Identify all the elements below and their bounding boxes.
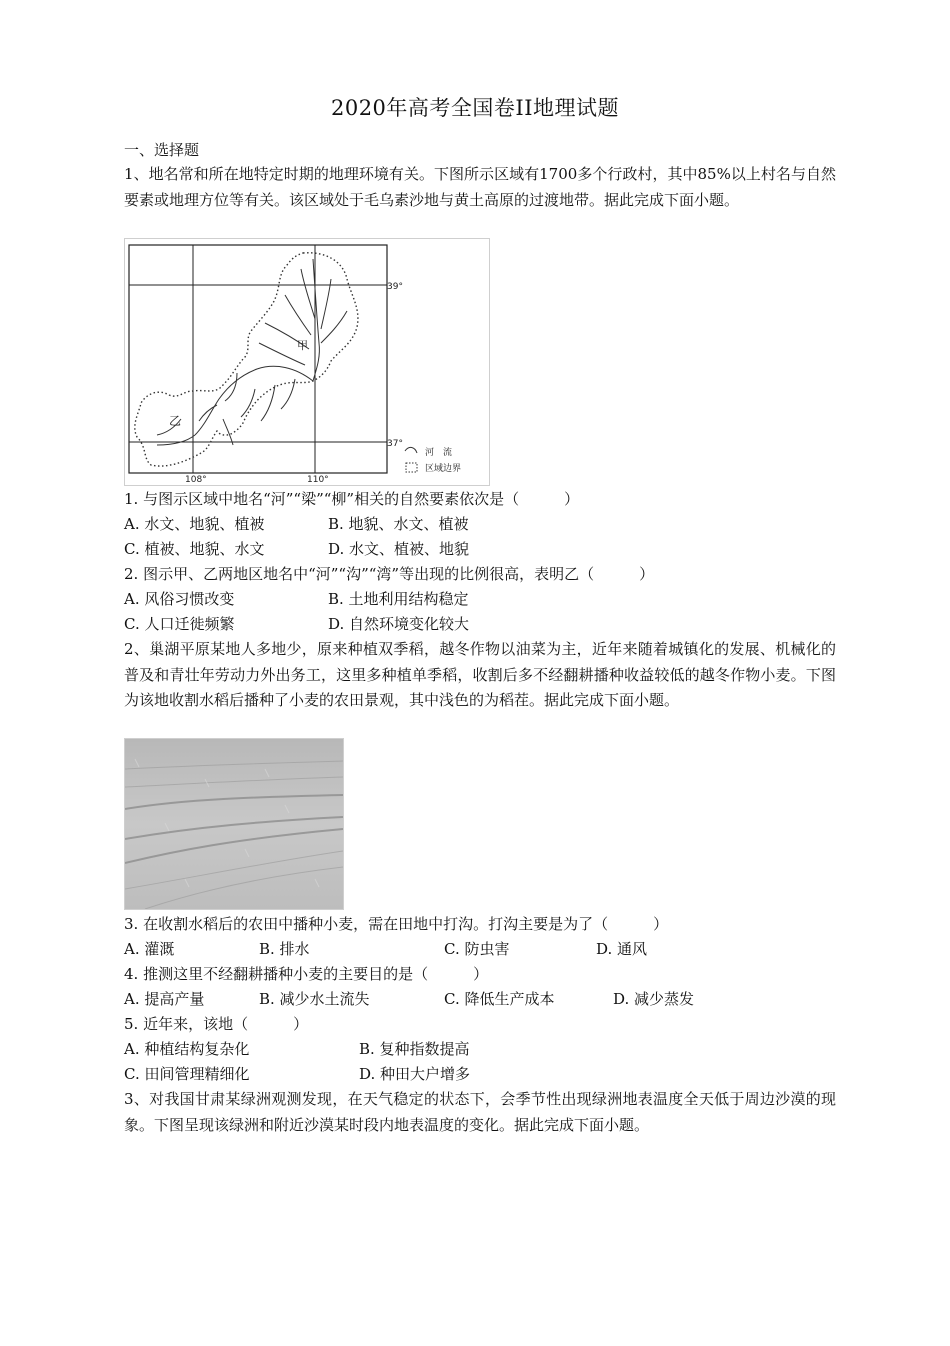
field-photo-figure: [124, 738, 344, 910]
document-title: 2020年高考全国卷II地理试题: [330, 96, 620, 120]
section-heading: 一、选择题: [124, 141, 200, 159]
q5-option-d: D. 种田大户增多: [359, 1065, 471, 1083]
q3-option-c: C. 防虫害: [444, 940, 510, 958]
legend-river-icon: [405, 447, 417, 453]
q5-option-b: B. 复种指数提高: [359, 1040, 470, 1058]
q2-option-c: C. 人口迁徙频繁: [124, 615, 235, 633]
rivers: [157, 259, 347, 445]
q2-stem: 2. 图示甲、乙两地区地名中“河”“沟”“湾”等出现的比例很高，表明乙（ ）: [124, 565, 655, 583]
field-photo: [125, 739, 343, 909]
q4-option-d: D. 减少蒸发: [613, 990, 695, 1008]
region-map-figure: [124, 238, 490, 486]
q4-option-a: A. 提高产量: [124, 990, 205, 1008]
legend-boundary-icon: [406, 463, 417, 472]
lon-label-108: 108°: [185, 475, 207, 485]
lat-label-37: 37°: [387, 439, 403, 449]
lon-label-110: 110°: [307, 475, 329, 485]
legend-boundary-label: 区域边界: [425, 464, 462, 474]
q2-option-b: B. 土地利用结构稳定: [328, 590, 469, 608]
q3-option-b: B. 排水: [259, 940, 310, 958]
legend-river-label: 河 流: [425, 448, 453, 458]
q3-option-a: A. 灌溉: [124, 940, 175, 958]
q3-stem: 3. 在收割水稻后的农田中播种小麦，需在田地中打沟。打沟主要是为了（ ）: [124, 915, 669, 933]
q5-option-c: C. 田间管理精细化: [124, 1065, 250, 1083]
q4-stem: 4. 推测这里不经翻耕播种小麦的主要目的是（ ）: [124, 965, 489, 983]
q5-option-a: A. 种植结构复杂化: [124, 1040, 250, 1058]
q1-option-b: B. 地貌、水文、植被: [328, 515, 469, 533]
q1-option-d: D. 水文、植被、地貌: [328, 540, 470, 558]
map-label-yi: 乙: [169, 414, 182, 428]
map-label-jia: 甲: [297, 339, 308, 352]
q4-option-b: B. 减少水土流失: [259, 990, 370, 1008]
lat-label-39: 39°: [387, 282, 403, 292]
question-group-3-stem: 3、对我国甘肃某绿洲观测发现，在天气稳定的状态下，会季节性出现绿洲地表温度全天低于周边沙漠的现象。下图呈现该绿洲和附近沙漠某时段内地表温度的变化。据此完成下面小题。: [124, 1090, 836, 1134]
region-map: [125, 239, 489, 485]
question-group-1-stem: 1、地名常和所在地特定时期的地理环境有关。下图所示区域有1700多个行政村，其中85%以上村名与自然要素或地理方位等有关。该区域处于毛乌素沙地与黄土高原的过渡地带。据此完成下面小题。: [124, 165, 836, 209]
q2-option-a: A. 风俗习惯改变: [124, 590, 235, 608]
q1-option-a: A. 水文、地貌、植被: [124, 515, 265, 533]
q4-option-c: C. 降低生产成本: [444, 990, 555, 1008]
q3-option-d: D. 通风: [596, 940, 648, 958]
q5-stem: 5. 近年来，该地（ ）: [124, 1015, 309, 1033]
q2-option-d: D. 自然环境变化较大: [328, 615, 470, 633]
q1-stem: 1. 与图示区域中地名“河”“梁”“柳”相关的自然要素依次是（ ）: [124, 490, 580, 508]
q1-option-c: C. 植被、地貌、水文: [124, 540, 265, 558]
question-group-2-stem: 2、巢湖平原某地人多地少，原来种植双季稻，越冬作物以油菜为主，近年来随着城镇化的发展、机械化的普及和青壮年劳动力外出务工，这里多种植单季稻，收割后多不经翻耕播种收益较低的越冬作物小麦。下图为该地收割水稻后播种了小麦的农田景观，其中浅色的为稻茬。据此完成下面小题。: [124, 640, 836, 709]
